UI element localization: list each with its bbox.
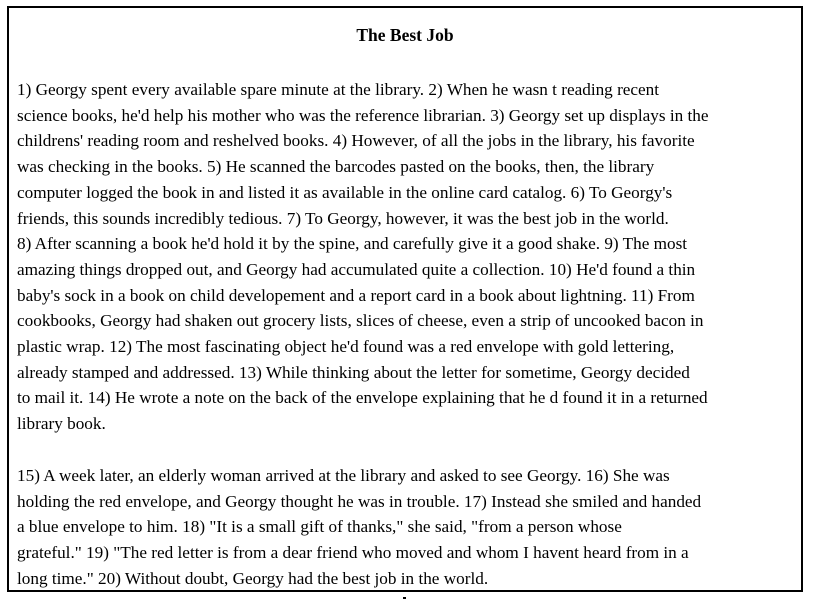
- paragraph-1: [17, 77, 793, 437]
- text-line: baby's sock in a book on child developement and a report card in a book about lightning. 11) From: [17, 285, 695, 305]
- page-mark: [403, 597, 406, 599]
- text-line: grateful." 19) "The red letter is from a dear friend who moved and whom I havent heard from in a: [17, 543, 689, 563]
- text-line: was checking in the books. 5) He scanned the barcodes pasted on the books, then, the library: [17, 157, 655, 177]
- text-line: plastic wrap. 12) The most fascinating object he'd found was a red envelope with gold lettering,: [17, 337, 675, 357]
- document-frame: [7, 6, 803, 592]
- text-line: cookbooks, Georgy had shaken out grocery lists, slices of cheese, even a strip of uncooked bacon in: [17, 311, 704, 331]
- paragraph-2: [17, 463, 793, 592]
- text-line: 8) After scanning a book he'd hold it by the spine, and carefully give it a good shake. 9) The most: [17, 234, 688, 254]
- text-line: library book.: [17, 414, 106, 434]
- text-line: a blue envelope to him. 18) "It is a small gift of thanks," she said, "from a person whose: [17, 517, 622, 537]
- text-line: amazing things dropped out, and Georgy had accumulated quite a collection. 10) He'd found a thin: [17, 259, 696, 279]
- text-line: long time." 20) Without doubt, Georgy had the best job in the world.: [17, 568, 489, 588]
- text-line: computer logged the book in and listed it as available in the online card catalog. 6) To Georgy's: [17, 182, 673, 202]
- text-line: friends, this sounds incredibly tedious. 7) To Georgy, however, it was the best job in the world.: [17, 208, 669, 228]
- text-line: holding the red envelope, and Georgy thought he was in trouble. 17) Instead she smiled and handed: [17, 491, 702, 511]
- text-line: already stamped and addressed. 13) While thinking about the letter for sometime, Georgy decided: [17, 362, 690, 382]
- document-title: The Best Job: [356, 25, 454, 45]
- text-line: to mail it. 14) He wrote a note on the back of the envelope explaining that he d found it in a returned: [17, 388, 708, 408]
- text-line: childrens' reading room and reshelved books. 4) However, of all the jobs in the library, his favorite: [17, 131, 695, 151]
- text-line: science books, he'd help his mother who was the reference librarian. 3) Georgy set up displays in the: [17, 105, 709, 125]
- text-line: 15) A week later, an elderly woman arrived at the library and asked to see Georgy. 16) She was: [17, 466, 670, 485]
- text-line: 1) Georgy spent every available spare minute at the library. 2) When he wasn t reading recent: [17, 80, 660, 99]
